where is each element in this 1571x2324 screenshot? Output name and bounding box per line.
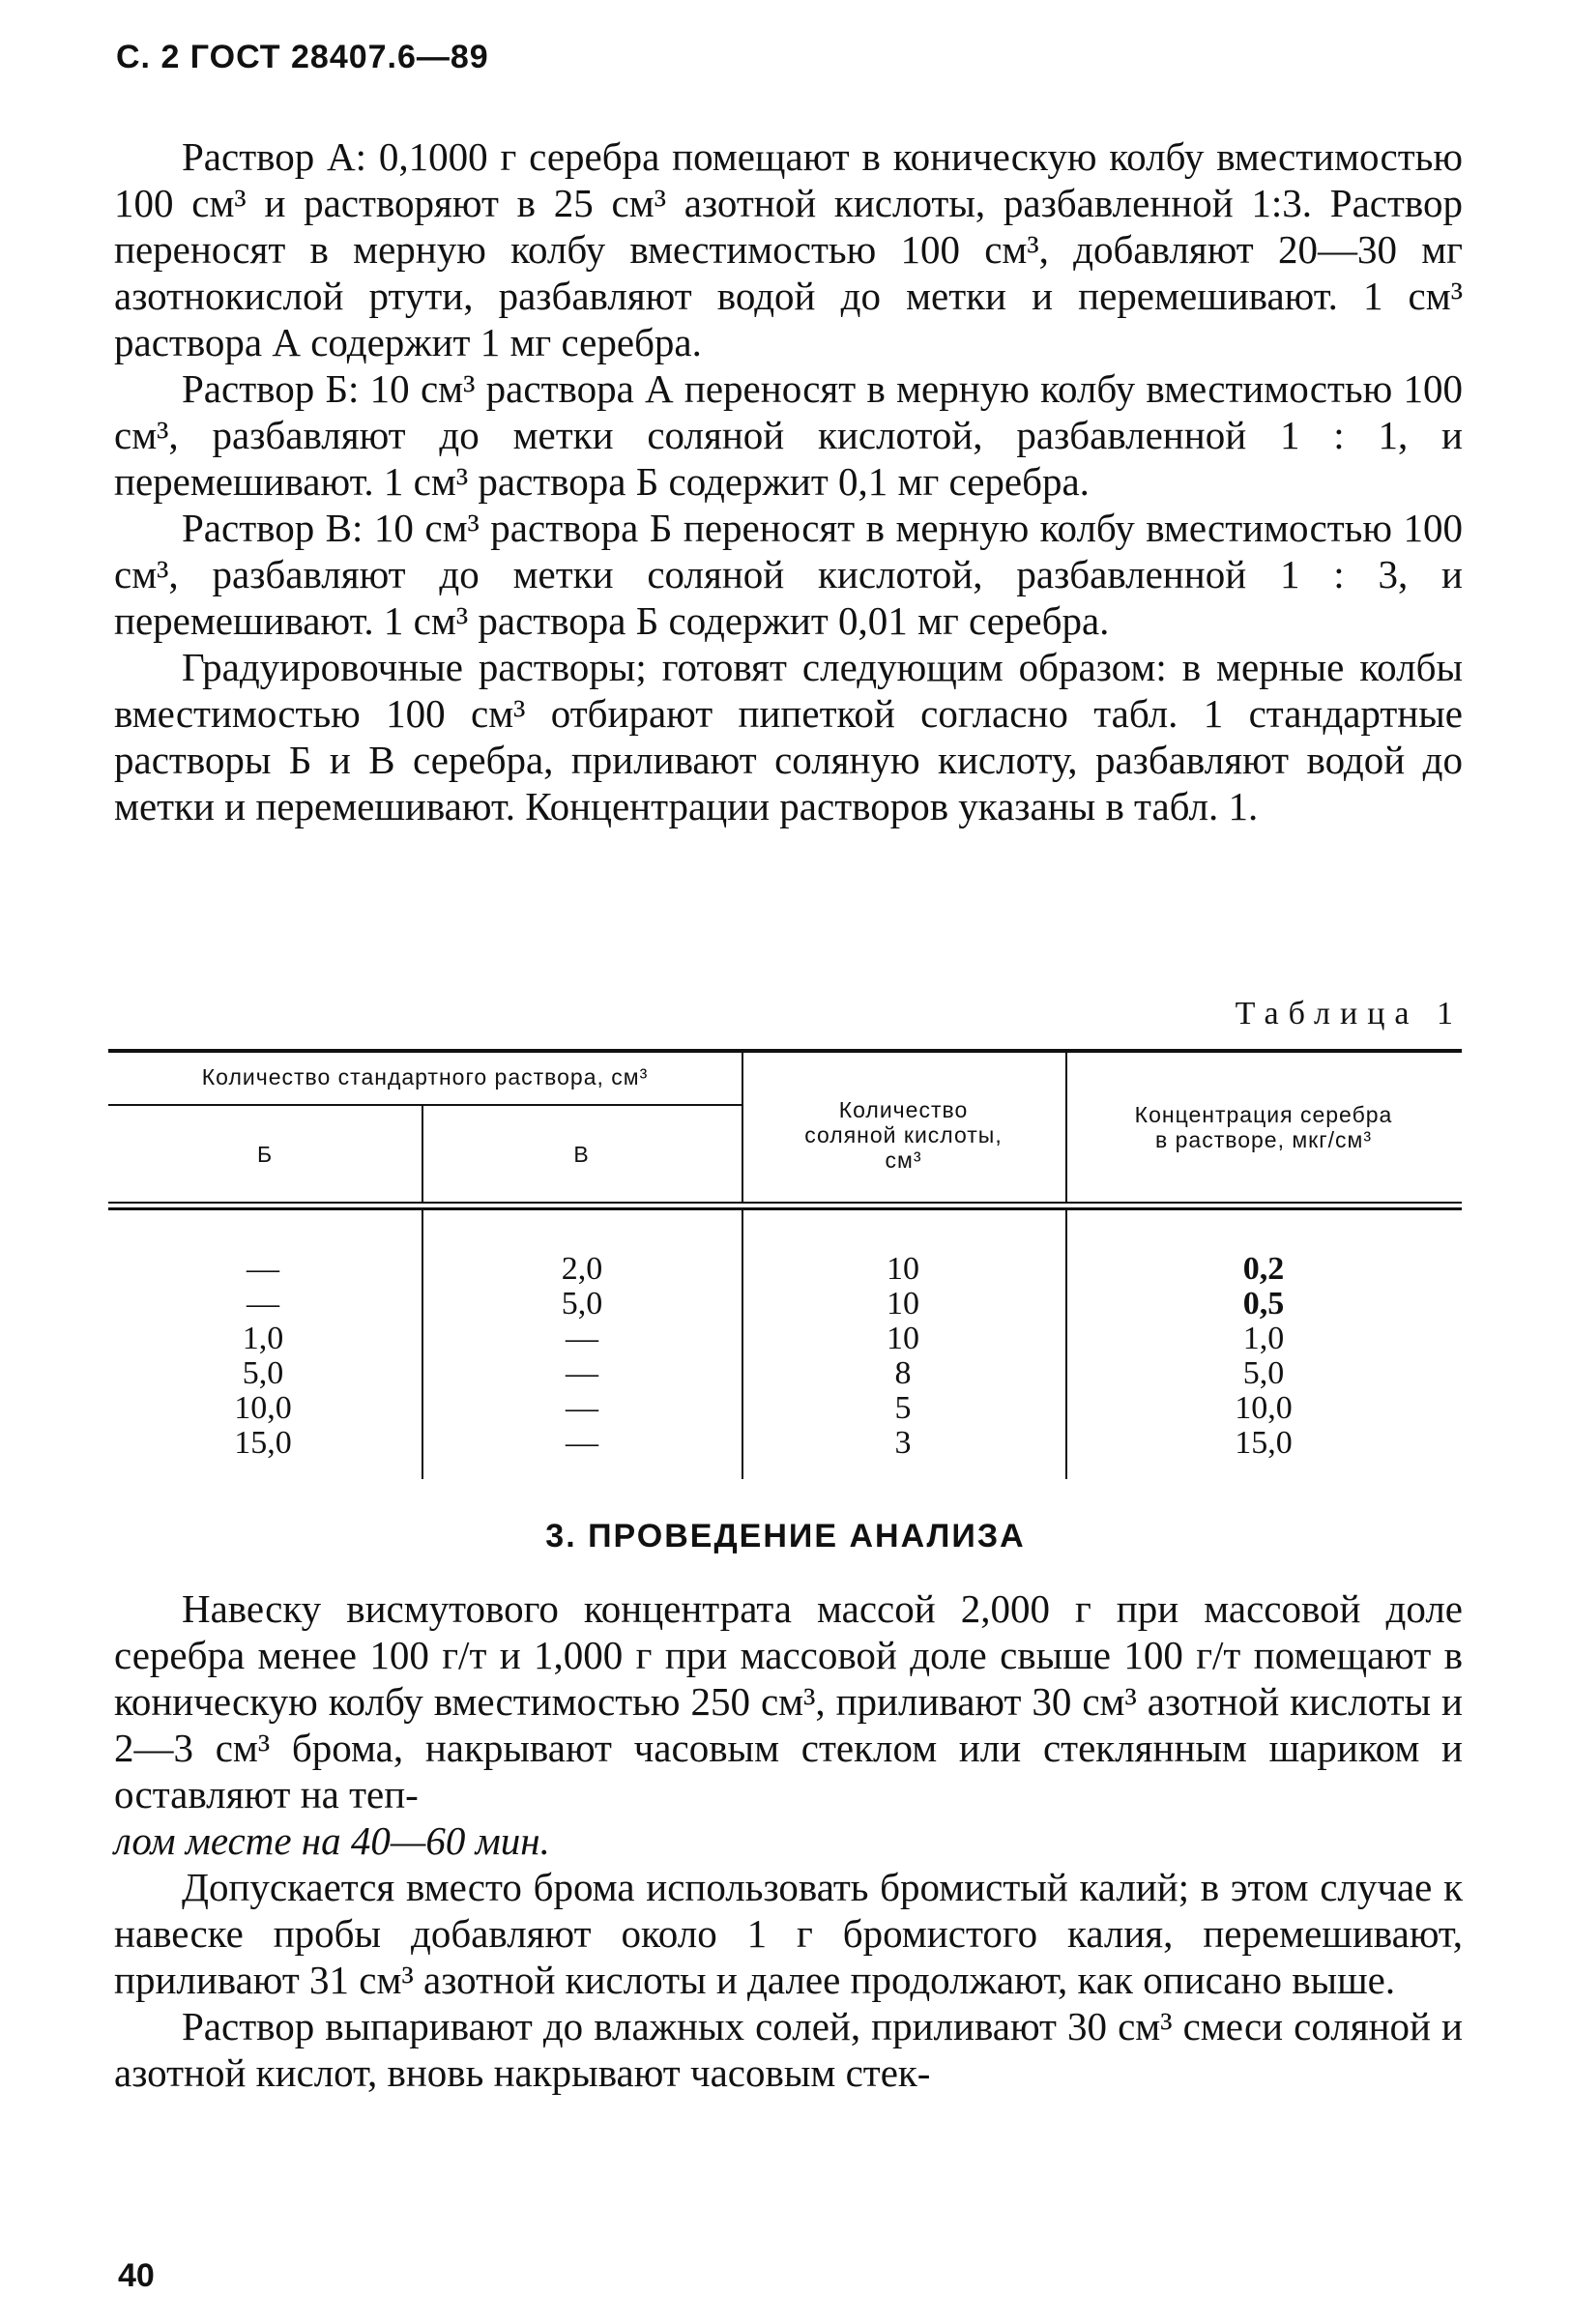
header-col-conc-line-1: Концентрация серебра [1134, 1102, 1393, 1127]
paragraph-sample [114, 1585, 1463, 1864]
table-cell: 15,0 [1235, 1425, 1293, 1461]
table-vrule-v-acid [742, 1210, 743, 1479]
header-standard-solution: Количество стандартного раствора, см³ [201, 1064, 649, 1089]
column-b-values [166, 1252, 360, 1461]
table-cell: — [566, 1425, 598, 1461]
table-cell: 1,0 [242, 1321, 284, 1356]
header-col-b: Б [256, 1142, 274, 1167]
table-cell: 3 [894, 1425, 912, 1461]
table-header-rule-1 [108, 1202, 1462, 1204]
header-col-acid-line-1: Количество [838, 1097, 969, 1122]
paragraph-evaporation: Раствор выпаривают до влажных солей, приливают 30 см³ смеси соляной и азотной кислот, вновь накрывают часовым стек- [114, 2004, 1463, 2095]
column-acid-values [806, 1252, 1000, 1461]
header-col-acid-line-3: см³ [885, 1147, 922, 1173]
table-cell: — [566, 1355, 598, 1391]
table-cell: 10,0 [234, 1390, 292, 1426]
paragraph-sample-main: Навеску висмутового концентрата массой 2,000 г при массовой доле серебра менее 100 г/т и 1,000 г при массовой доле свыше 100 г/т помещают в коническую колбу вместимостью 250 см³, приливают 30 см³ азотной кислоты и 2—3 см³ брома, накрывают часовым стеклом или стеклянным шариком и оставляют на теп- [114, 1586, 1463, 1816]
paragraph-sample-italic: лом месте на 40—60 мин. [114, 1818, 550, 1863]
table-cell: 5 [894, 1390, 912, 1426]
table-vrule-acid-conc [1065, 1210, 1067, 1479]
header-col-acid [742, 1097, 1065, 1173]
page-number: 40 [118, 2257, 155, 2294]
table-cell: 0,2 [1242, 1251, 1285, 1287]
section-title: 3. ПРОВЕДЕНИЕ АНАЛИЗА [545, 1518, 1026, 1554]
table-vrule-b-v [422, 1210, 423, 1479]
table-cell: 15,0 [234, 1425, 292, 1461]
paragraph-solution-v: Раствор В: 10 см³ раствора Б переносят в мерную колбу вместимостью 100 см³, разбавляют до метки соляной кислотой, разбавленной 1 : 3, и перемешивают. 1 см³ раствора Б содержит 0,01 мг серебра. [114, 506, 1463, 643]
paragraph-solution-b: Раствор Б: 10 см³ раствора А переносят в мерную колбу вместимостью 100 см³, разбавляют до метки соляной кислотой, разбавленной 1 : 1, и перемешивают. 1 см³ раствора Б содержит 0,1 мг серебра. [114, 366, 1463, 504]
table-cell: 5,0 [1242, 1355, 1285, 1391]
table-top-rule [108, 1049, 1462, 1053]
paragraph-solution-a: Раствор А: 0,1000 г серебра помещают в коническую колбу вместимостью 100 см³ и растворяют в 25 см³ азотной кислоты, разбавленной 1:3. Раствор переносят в мерную колбу вместимостью 100 см³, добавляют 20—30 мг азотнокислой ртути, разбавляют водой до метки и перемешивают. 1 см³ раствора А содержит 1 мг серебра. [114, 134, 1463, 364]
top-text-block [114, 133, 1463, 829]
table-cell: 0,5 [1242, 1286, 1285, 1322]
paragraph-bromide: Допускается вместо брома использовать бромистый калий; в этом случае к навеске пробы добавляют около 1 г бромистого калия, перемешивают, приливают 31 см³ азотной кислоты и далее продолжают, как описано выше. [114, 1865, 1463, 2002]
bottom-text-block [114, 1585, 1463, 2096]
header-col-concentration [1065, 1102, 1462, 1152]
table-caption: Таблица 1 [1235, 996, 1463, 1031]
table-header-rule-2 [108, 1207, 1462, 1210]
table-cell: 10 [887, 1286, 919, 1322]
table-cell: — [566, 1390, 598, 1426]
header-col-conc-line-2: в растворе, мкг/см³ [1155, 1127, 1372, 1152]
table-cell: 2,0 [561, 1251, 603, 1287]
header-col-v: В [573, 1142, 590, 1167]
table-1 [108, 1049, 1462, 1479]
column-concentration-values [1167, 1252, 1360, 1461]
table-cell: 8 [894, 1355, 912, 1391]
table-cell: 1,0 [1242, 1321, 1285, 1356]
running-header: С. 2 ГОСТ 28407.6—89 [116, 39, 489, 75]
table-cell: — [566, 1321, 598, 1356]
table-cell: 10,0 [1235, 1390, 1293, 1426]
table-cell: 5,0 [561, 1286, 603, 1322]
table-cell: 5,0 [242, 1355, 284, 1391]
paragraph-calibration: Градуировочные растворы; готовят следующим образом: в мерные колбы вместимостью 100 см³ отбирают пипеткой согласно табл. 1 стандартные растворы Б и В серебра, приливают соляную кислоту, разбавляют водой до метки и перемешивают. Концентрации растворов указаны в табл. 1. [114, 645, 1463, 828]
table-cell: — [247, 1286, 279, 1322]
table-cell: 10 [887, 1251, 919, 1287]
header-col-acid-line-2: соляной кислоты, [804, 1122, 1003, 1147]
table-group-rule [108, 1104, 742, 1106]
table-cell: — [247, 1251, 279, 1287]
column-v-values [485, 1252, 679, 1461]
table-cell: 10 [887, 1321, 919, 1356]
